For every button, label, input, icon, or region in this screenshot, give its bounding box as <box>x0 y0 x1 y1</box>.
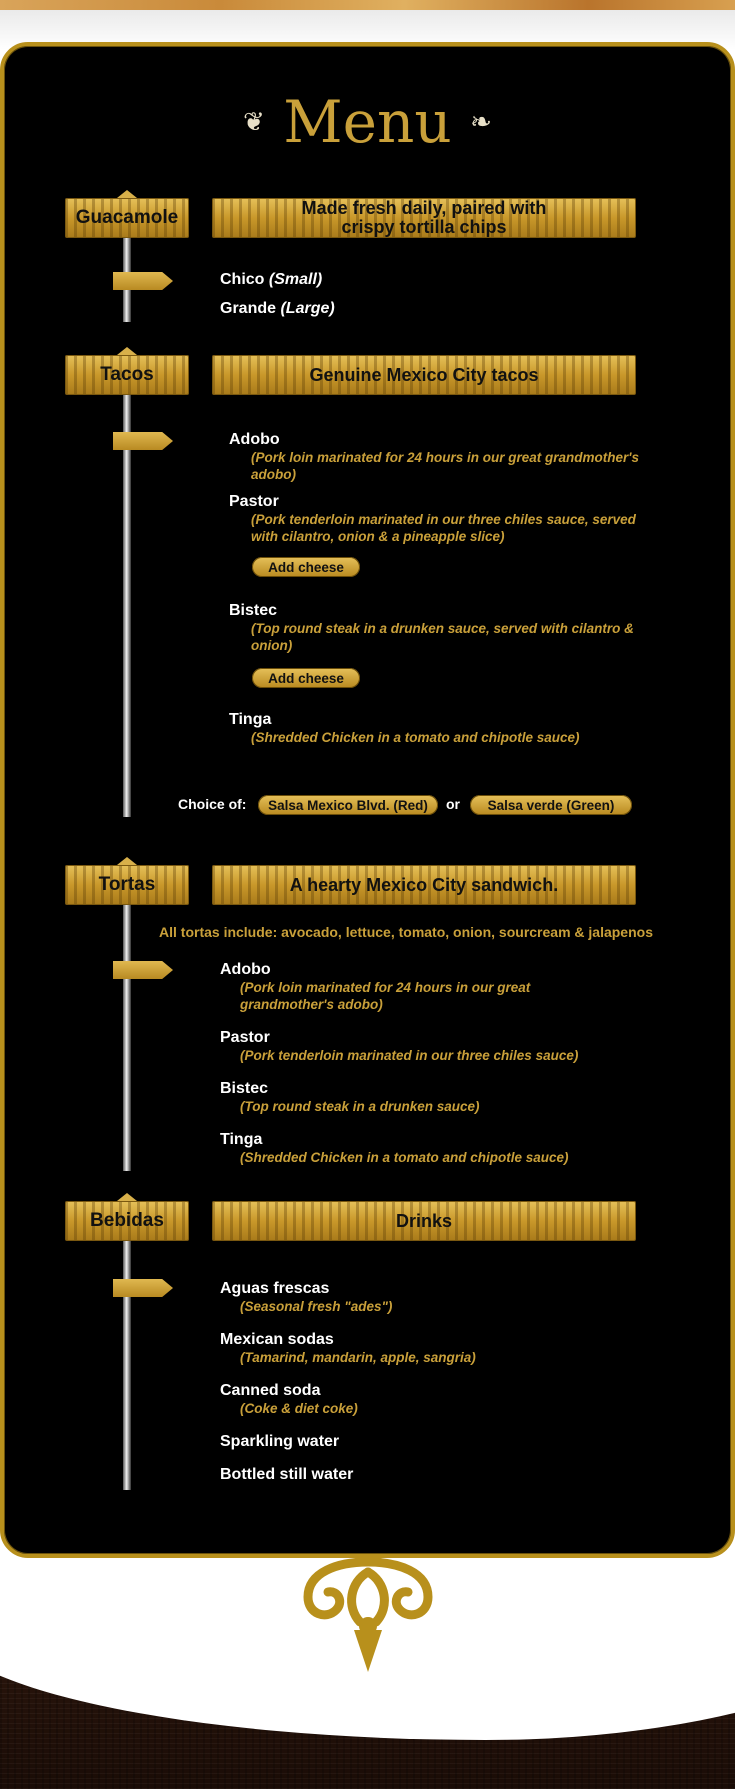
item-description: (Pork loin marinated for 24 hours in our great grandmother's <box>251 450 640 465</box>
tortas-note: All tortas include: avocado, lettuce, tomato, onion, sourcream & jalapenos <box>159 924 653 940</box>
item-name: Pastor <box>220 1029 270 1046</box>
item-name: Pastor <box>229 493 279 510</box>
item-description: (Top round steak in a drunken sauce) <box>240 1099 480 1114</box>
item-size: (Small) <box>268 271 323 288</box>
item-size: (Large) <box>280 300 335 317</box>
item-description: (Pork tenderloin marinated in our three chiles sauce) <box>240 1048 579 1063</box>
item-name: Mexican sodas <box>220 1331 334 1348</box>
salsa-green-option[interactable]: Salsa verde (Green) <box>470 795 632 815</box>
item-name: Adobo <box>220 961 271 978</box>
signpost-pole <box>123 905 131 1171</box>
item-name: Canned soda <box>220 1382 321 1399</box>
menu-item-grande <box>220 300 335 318</box>
signpost-tag <box>113 432 173 450</box>
signpost-tag <box>113 1279 173 1297</box>
signpost-tag <box>113 272 173 290</box>
menu-item-sparkling-water <box>220 1433 339 1451</box>
banner-tortas: A hearty Mexico City sandwich. <box>212 865 636 905</box>
or-label: or <box>446 796 460 812</box>
item-description: (Pork tenderloin marinated in our three chiles sauce, served <box>251 512 636 527</box>
item-name: Tinga <box>229 711 272 728</box>
item-name: Chico <box>220 271 265 288</box>
banner-bebidas: Drinks <box>212 1201 636 1241</box>
salsa-red-option[interactable]: Salsa Mexico Blvd. (Red) <box>258 795 438 815</box>
signpost-pole <box>123 1240 131 1490</box>
item-description: grandmother's adobo) <box>240 997 383 1012</box>
menu-item-pastor <box>229 493 649 545</box>
menu-item-chico <box>220 271 322 289</box>
item-name: Grande <box>220 300 277 317</box>
menu-item-adobo <box>229 431 649 483</box>
item-name: Aguas frescas <box>220 1280 330 1297</box>
scroll-ornament-icon <box>268 1552 468 1682</box>
menu-title-row <box>0 88 735 156</box>
menu-item-bistec <box>220 1080 640 1115</box>
menu-item-aguas-frescas <box>220 1280 640 1315</box>
banner-tacos: Genuine Mexico City tacos <box>212 355 636 395</box>
signpost-pole <box>123 395 131 817</box>
banner-line: Made fresh daily, paired with <box>301 198 547 218</box>
item-name: Bistec <box>220 1080 269 1097</box>
section-sign-guacamole: Guacamole <box>65 198 189 238</box>
item-description: onion) <box>251 638 293 653</box>
choice-label: Choice of: <box>178 796 247 812</box>
item-description: (Shredded Chicken in a tomato and chipotle sauce) <box>240 1150 569 1165</box>
section-sign-tortas: Tortas <box>65 865 189 905</box>
right-flourish-icon: ❧ <box>470 106 492 137</box>
item-name: Tinga <box>220 1131 263 1148</box>
menu-item-bottled-still-water <box>220 1466 353 1484</box>
item-name: Bistec <box>229 602 278 619</box>
page-title: Menu <box>283 88 452 156</box>
banner-line: crispy tortilla chips <box>341 217 507 237</box>
item-name: Sparkling water <box>220 1433 340 1450</box>
menu-item-mexican-sodas <box>220 1331 640 1366</box>
item-description: (Coke & diet coke) <box>240 1401 358 1416</box>
item-description: (Tamarind, mandarin, apple, sangria) <box>240 1350 476 1365</box>
menu-item-adobo <box>220 961 640 1013</box>
item-description: adobo) <box>251 467 296 482</box>
item-description: (Shredded Chicken in a tomato and chipotle sauce) <box>251 730 580 745</box>
menu-item-canned-soda <box>220 1382 640 1417</box>
add-cheese-button[interactable]: Add cheese <box>252 668 360 688</box>
add-cheese-button[interactable]: Add cheese <box>252 557 360 577</box>
banner-guacamole <box>212 198 636 238</box>
item-description: (Top round steak in a drunken sauce, served with cilantro & <box>251 621 634 636</box>
menu-item-tinga <box>220 1131 640 1166</box>
top-photo-strip <box>0 0 735 10</box>
menu-item-pastor <box>220 1029 640 1064</box>
item-description: with cilantro, onion & a pineapple slice) <box>251 529 505 544</box>
signpost-tag <box>113 961 173 979</box>
section-sign-bebidas: Bebidas <box>65 1201 189 1241</box>
item-name: Adobo <box>229 431 280 448</box>
section-sign-tacos: Tacos <box>65 355 189 395</box>
item-description: (Seasonal fresh "ades") <box>240 1299 393 1314</box>
item-name: Bottled still water <box>220 1466 354 1483</box>
menu-item-bistec <box>229 602 649 654</box>
left-flourish-icon: ❦ <box>243 106 265 137</box>
menu-item-tinga <box>229 711 649 746</box>
item-description: (Pork loin marinated for 24 hours in our great <box>240 980 531 995</box>
